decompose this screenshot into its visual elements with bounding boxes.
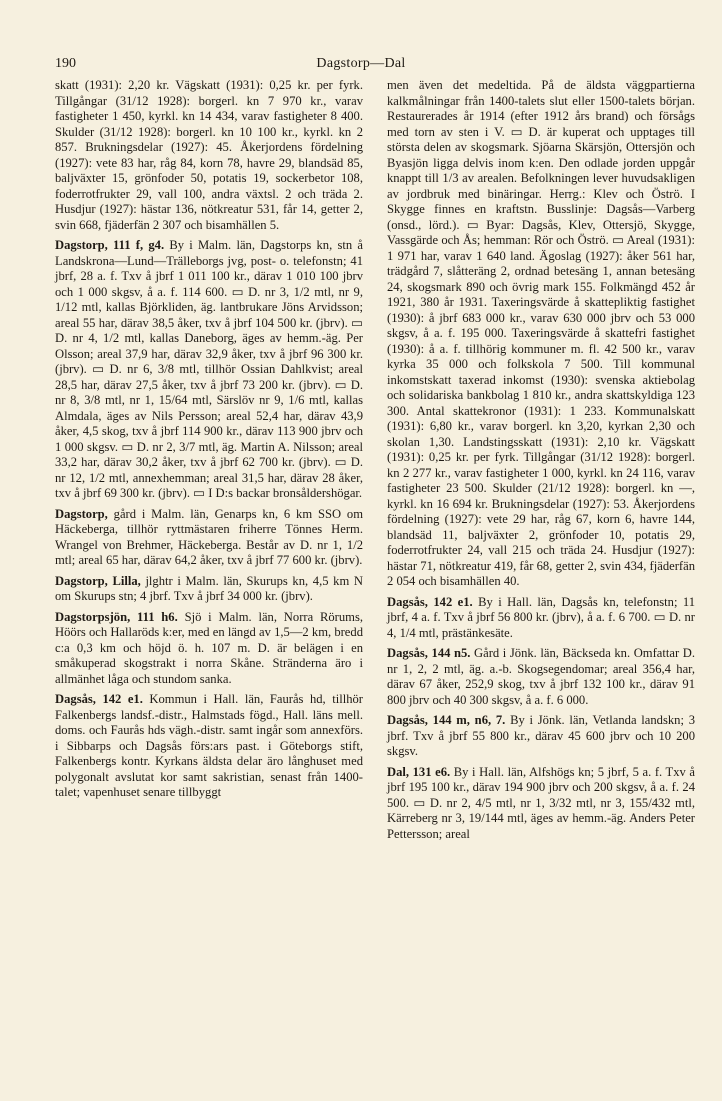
right-column [387,78,695,847]
entry [55,78,363,233]
entry-headword: Dagstorpsjön, 111 h6. [55,609,178,624]
entry-text: men även det medeltida. På de äldsta väggpartierna kalkmålningar från 1400-talets slut eller 1500-talets början. Restaurerades år 1914 (efter 1912 års brand) och försågs med torn av sten i V. ▭ D. är kuperat och upptages till största delen av skogsmark. Sjöarna Skärsjön, Ottersjön och Byasjön ligga delvis inom k:en. Den odlade jorden uppgår knappt till 1/3 av arealen. Befolkningen lever huvudsakligen av jordbruk med binäringar. Herrg.: Klev och Öströ. I Skygge finnes en kraftstn. Busslinje: Dagsås—Varberg (onsd., lörd.). ▭ Byar: Dagsås, Klev, Ottersjö, Skygge, Vassgärde och Ås; hemman: Rör och Öströ. ▭ Areal (1931): 1 971 har, varav 1 640 land. Ägoslag (1927): åker 561 har, trädgård 7, slåtteräng 2, ordnad betesäng 1, annan betesäng 24, skogsmark 890 och övrig mark 155. Folkmängd 452 år 1921, 380 år 1931. Taxeringsvärde å skattepliktig fastighet (1930): å jbrf 683 000 kr., varav 630 000 jbrv och 53 000 skgsv, å a. f. 195 000. Taxeringsvärde å skattefri fastighet (1930): å a. f. tillhörig kommuner m. fl. 42 500 kr., varav kyrka 35 000 och folkskola 7 500. Till kommunal inkomstskatt taxerad inkomst (1930): svenska aktiebolag och solidariska bankbolag 1 810 kr., andra skattskyldiga 123 300. Antal skattekronor (1931): 1 233. Kommunalskatt (1931): 6,80 kr., varav borgerl. kn 3,20, kyrkan 2,30 och skolan 1,30. Landstingsskatt (1931): 2,10 kr. Vägskatt (1931): 0,25 kr. per fyrk. Tillgångar (31/12 1928): borgerl. kn 2 277 kr., varav fastigheter 1 000, kyrkl. kn 24 116, varav fastigheter 23 500. Skulder (21/12 1928): borgerl. kn —, kyrkl. kn 16 694 kr. Brukningsdelar (1927): 53. Åkerjordens fördelning (1927): vete 29 har, råg 67, korn 6, havre 144, blandsäd 11, baljväxter 2, grönfoder 10, potatis 29, foderrotfrukter 24, vall 215 och träda 24. Husdjur (1927): hästar 71, nötkreatur 419, får 68, getter 2, svin 434, fjäderfän 2 054 och bisamhällen 40. [387,78,695,588]
left-column [55,78,363,806]
page-number: 190 [55,56,76,71]
entry [55,238,363,502]
entry-text: Kommun i Hall. län, Faurås hd, tillhör Falkenbergs landsf.-distr., Halmstads fögd., Hall. läns mell. doms. och Faurås hds vägh.-distr. samt ingår som annexförs. i Sibbarps och Dagsås förs:ars past. i Göteborgs stift, Falkenbergs kontr. Kyrkans äldsta delar äro långhuset med polygonalt avslutat kor samt sakristian, senast från 1400-talet; vapenhuset senare tillbyggt [55,692,363,799]
entry [55,574,363,605]
entry-headword: Dagsås, 144 n5. [387,646,471,660]
entry-text: Gård i Jönk. län, Bäckseda kn. Omfattar D. nr 1, 2, 2 mtl, äg. a.-b. Skogsegendomar; areal 356,4 har, därav 67 åker, 252,9 skog, txv å jbrf 132 100 kr., därav 91 800 jbrv och 40 300 skgsv, å a. f. 6 000. [387,646,695,707]
running-title: Dagstorp—Dal [316,56,406,71]
entry-text: By i Malm. län, Dagstorps kn, stn å Landskrona—Lund—Trälleborgs jvg, post- o. telefonstn; 41 jbrf, 28 a. f. Txv å jbrf 1 011 100 kr., därav 1 010 100 jbrv och 1 000 skgsv, å a. f. 114 600. ▭ D. nr 3, 1/2 mtl, nr 9, 1/12 mtl, kallas Björkliden, äg. lantbrukare Jöns Arvidsson; areal 55 har, därav 38,5 åker, txv å jbrf 104 500 kr. (jbrv). ▭ D. nr 4, 1/2 mtl, kallas Daneborg, äges av hemm.-äg. Per Olsson; areal 37,9 har, därav 32,9 åker, txv å jbrf 96 300 kr. (jbrv). ▭ D. nr 6, 3/8 mtl, tillhör Ossian Dahlkvist; areal 28,5 har, därav 27,5 åker, txv å jbrf 73 200 kr. (jbrv). ▭ D. nr 8, 3/8 mtl, nr 1, 15/64 mtl, Särslöv nr 9, 1/6 mtl, kallas Almdala, äges av Nils Persson; areal 52,4 har, därav 43,9 åker, 4,5 skog, txv å jbrf 114 900 kr., därav 113 900 jbrv och 1 000 skgsv. ▭ D. nr 2, 3/7 mtl, äg. Martin A. Nilsson; areal 33,2 har, därav 30,2 åker, txv å jbrf 62 700 kr. (jbrv). ▭ D. nr 12, 1/2 mtl, annexhemman; areal 31,5 har, därav 28 åker, txv å jbrf 69 300 kr. (jbrv). ▭ I D:s backar bronsåldershögar. [55,238,363,500]
entry-text: Sjö i Malm. län, Norra Rörums, Höörs och Hallaröds k:er, med en längd av 1,5—2 km, bredd c:a 0,3 km och höjd ö. h. 107 m. D. är belägen i en småkuperad skogstrakt i norra Skåne. Stränderna äro i allmänhet låga och stundom sanka. [55,609,363,686]
entry-text: By i Jönk. län, Vetlanda landskn; 3 jbrf. Txv å jbrf 55 800 kr., därav 45 600 jbrv och 10 200 skgsv. [387,713,695,758]
entry-headword: Dagstorp, [55,506,108,521]
entry [55,692,363,801]
entry [55,610,363,688]
entry [387,595,695,642]
entry [55,507,363,569]
entry-headword: Dagsås, 142 e1. [55,692,143,706]
entry-text: By i Hall. län, Alfshögs kn; 5 jbrf, 5 a. f. Txv å jbrf 195 100 kr., därav 194 900 jbrv och 200 skgsv, å a. f. 24 500. ▭ D. nr 2, 4/5 mtl, nr 1, 3/32 mtl, nr 3, 155/432 mtl, Kärreberg nr 3, 19/144 mtl, äges av hemm.-äg. Anders Peter Pettersson; areal [387,764,696,841]
entry-headword: Dagsås, 142 e1. [387,594,473,609]
entry-headword: Dagsås, 144 m, n6, 7. [387,713,506,727]
entry-text: skatt (1931): 2,20 kr. Vägskatt (1931): 0,25 kr. per fyrk. Tillgångar (31/12 1928): borgerl. kn 7 970 kr., varav fastigheter 1 450, kyrkl. kn 14 434, varav fastigheter 8 400. Skulder (31/12 1928): borgerl. kn 10 100 kr., kyrkl. kn 2 857. Brukningsdelar (1927): 45. Åkerjordens fördelning (1927): vete 83 har, råg 84, korn 78, havre 29, blandsäd 85, baljväxter 15, grönfoder 50, potatis 19, sockerbetor 108, foderrotfrukter 29, vall 100, andra växtsl. 2 och träda 2. Husdjur (1927): hästar 136, nötkreatur 531, får 14, getter 2, svin 668, fjäderfän 2 307 och bisamhällen 5. [55,78,363,232]
entry [387,78,695,590]
entry [387,646,695,708]
entry [387,713,695,760]
entry-text: gård i Malm. län, Genarps kn, 6 km SSO om Häckeberga, tillhör ryttmästaren friherre Tönnes Herm. Wrangel von Brehmer, Häckeberga. Består av D. nr 1, 1/2 mtl; areal 65 har, därav 64,2 åker, txv å jbrf 77 600 kr. (jbrv). [55,506,363,567]
entry-headword: Dagstorp, 111 f, g4. [55,238,165,252]
entry [387,765,695,843]
entry-headword: Dal, 131 e6. [387,764,451,779]
entry-text: By i Hall. län, Dagsås kn, telefonstn; 11 jbrf, 4 a. f. Txv å jbrf 56 800 kr. (jbrv), å a. f. 6 700. ▭ D. nr 4, 1/4 mtl, prästänkesäte. [387,594,695,640]
entry-headword: Dagstorp, Lilla, [55,573,141,588]
entry-text: jlghtr i Malm. län, Skurups kn, 4,5 km N om Skurups stn; 4 jbrf. Txv å jbrf 34 000 kr. (jbrv). [55,573,363,603]
